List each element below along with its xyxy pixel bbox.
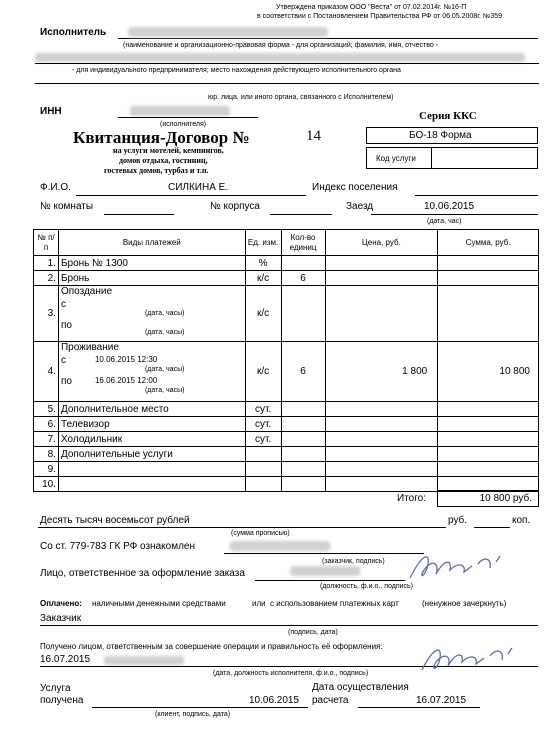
- amount-caption: (сумма прописью): [231, 530, 290, 537]
- row-number: 10.: [34, 477, 59, 492]
- row-sum: [438, 256, 539, 271]
- row-sum: [438, 402, 539, 417]
- service-date: 10.06.2015: [249, 695, 300, 706]
- executor-caption-address: - для индивидуального предпринимателя; место нахождения действующего исполнительного органа: [72, 67, 401, 74]
- datetime-caption: (дата, часы): [144, 329, 185, 336]
- row-qty: [281, 402, 325, 417]
- table-row: [34, 402, 539, 417]
- acknowledge-text: Со ст. 779-783 ГК РФ ознакомлен: [40, 541, 195, 552]
- receipt-subtitle-1: на услуги мотелей, кемпингов,: [113, 146, 224, 155]
- row-unit: к/с: [245, 271, 281, 286]
- form-box: [366, 127, 538, 144]
- responsible-caption: (должность, ф.и.о., подпись): [320, 583, 414, 590]
- row-name: Холодильник: [58, 432, 245, 447]
- acknowledge-caption: (заказчик, подпись): [322, 558, 385, 565]
- checkin-caption: (дата, час): [427, 218, 462, 225]
- header-unit: Ед. изм.: [245, 230, 281, 256]
- row-name: [58, 477, 245, 492]
- table-row: [34, 271, 539, 286]
- to-label: по: [60, 376, 72, 387]
- redacted-inn: [130, 106, 230, 116]
- receipt-subtitle-3: гостевых домов, турбаз и т.п.: [104, 166, 209, 175]
- row-name: Дополнительные услуги: [58, 447, 245, 462]
- row-name: Бронь: [58, 271, 245, 286]
- responsible-line: [255, 580, 405, 581]
- row-sum: 10 800: [438, 342, 539, 402]
- service-label-1: Услуга: [40, 683, 71, 694]
- signature-2: [410, 640, 530, 676]
- row-number: 4.: [34, 342, 59, 402]
- row-name: Дополнительное место: [58, 402, 245, 417]
- row-sum: [438, 417, 539, 432]
- checkin-line: [371, 214, 538, 215]
- service-caption: (клиент, подпись, дата): [155, 711, 231, 718]
- approval-line-1: Утверждена приказом ООО "Веста" от 07.02.2014г. №16-П: [276, 4, 467, 11]
- row-qty: [281, 417, 325, 432]
- row-number: 8.: [34, 447, 59, 462]
- row-price: [325, 256, 438, 271]
- row-name: Проживание: [60, 342, 119, 353]
- executor-label: Исполнитель: [40, 27, 107, 38]
- row-qty: 6: [281, 271, 325, 286]
- row-unit: к/с: [245, 342, 281, 402]
- service-code-divider: [431, 148, 432, 168]
- fio-line: [76, 195, 306, 196]
- row-qty: [281, 462, 325, 477]
- row-price: [325, 447, 438, 462]
- row-name-cell: [58, 342, 245, 402]
- row-unit: [245, 477, 281, 492]
- amount-rub: руб.: [448, 515, 468, 526]
- stay-from: 10.06.2015 12:30: [94, 355, 158, 364]
- executor-line: [118, 38, 538, 39]
- series-label: Серия ККС: [419, 110, 477, 122]
- executor-caption-legal: юр. лица, или иного органа, связанного с Исполнителем): [208, 94, 394, 101]
- service-code-box: [366, 147, 538, 169]
- paid-cash: наличными денежными средствами: [92, 599, 226, 608]
- row-number: 9.: [34, 462, 59, 477]
- row-unit: сут.: [245, 402, 281, 417]
- checkin-value: 10.06.2015: [424, 201, 475, 212]
- from-label: с: [60, 355, 66, 366]
- acknowledge-line: [224, 553, 424, 554]
- row-name: Опоздание: [60, 286, 113, 297]
- receipt-subtitle-2: домов отдыха, гостиниц,: [119, 156, 208, 165]
- exec-date: 16.07.2015: [416, 695, 467, 706]
- redacted-executor-address: [35, 53, 525, 62]
- row-sum: [438, 271, 539, 286]
- header-qty: Кол-во единиц: [281, 230, 325, 256]
- row-unit: сут.: [245, 432, 281, 447]
- row-name: Телевизор: [58, 417, 245, 432]
- inn-caption: (исполнителя): [160, 121, 207, 128]
- amount-words: Десять тысяч восемьсот рублей: [40, 515, 190, 526]
- executor-caption-name: (наименование и организационно-правовая форма - для организаций; фамилия, имя, отчество -: [123, 42, 439, 49]
- signature-1: [400, 546, 520, 586]
- header-price: Цена, руб.: [325, 230, 438, 256]
- redacted-acknowledge-name: [230, 541, 330, 551]
- table-row: [34, 432, 539, 447]
- row-sum: [438, 462, 539, 477]
- table-row: [34, 462, 539, 477]
- amount-words-line: [38, 527, 446, 528]
- row-number: 7.: [34, 432, 59, 447]
- exec-line: [358, 707, 480, 708]
- to-label: по: [60, 320, 72, 331]
- received-date: 16.07.2015: [40, 654, 91, 665]
- customer-caption: (подпись, дата): [288, 629, 338, 636]
- service-line: [92, 707, 308, 708]
- row-price: [325, 432, 438, 447]
- row-price: [325, 462, 438, 477]
- row-name: Бронь № 1300: [58, 256, 245, 271]
- row-price: [325, 402, 438, 417]
- table-row: [34, 342, 539, 402]
- row-unit: %: [245, 256, 281, 271]
- inn-label: ИНН: [40, 106, 62, 117]
- row-sum: [438, 286, 539, 342]
- header-num: № п/п: [34, 230, 59, 256]
- row-sum: [438, 432, 539, 447]
- room-label: № комнаты: [40, 201, 94, 212]
- row-qty: [281, 256, 325, 271]
- total-value: 10 800 руб.: [479, 493, 532, 504]
- checkin-label: Заезд: [346, 201, 374, 212]
- total-label: Итого:: [397, 493, 426, 504]
- paid-card: с использованием платежных карт: [270, 599, 399, 608]
- row-number: 3.: [34, 286, 59, 342]
- amount-kop: коп.: [512, 515, 531, 526]
- row-name-cell: [58, 286, 245, 342]
- row-qty: [281, 432, 325, 447]
- received-caption: (дата, должность исполнителя, ф.и.о., подпись): [213, 670, 369, 677]
- building-line: [270, 214, 332, 215]
- row-name: [58, 462, 245, 477]
- row-unit: сут.: [245, 417, 281, 432]
- exec-label-2: расчета: [312, 695, 349, 706]
- responsible-text: Лицо, ответственное за оформление заказа: [40, 568, 245, 579]
- redacted-responsible-name: [290, 566, 360, 576]
- room-line: [104, 214, 174, 215]
- fio-value: СИЛКИНА Е.: [168, 182, 229, 193]
- paid-or: или: [252, 599, 266, 608]
- service-label-2: получена: [40, 695, 84, 706]
- table-row: [34, 256, 539, 271]
- approval-line-2: в соответствии с Постановлением Правительства РФ от 06.05.2008г. №359: [257, 13, 503, 20]
- row-qty: [281, 286, 325, 342]
- redacted-received-name: [104, 656, 184, 665]
- receipt-title: Квитанция-Договор №: [73, 128, 250, 147]
- exec-label-1: Дата осуществления: [312, 682, 409, 693]
- row-number: 6.: [34, 417, 59, 432]
- executor-address-line: [35, 63, 539, 64]
- from-label: с: [60, 299, 66, 310]
- datetime-caption: (дата, часы): [144, 366, 185, 373]
- table-header-row: [34, 230, 539, 256]
- row-unit: [245, 462, 281, 477]
- executor-legal-line: [35, 83, 539, 84]
- row-price: [325, 477, 438, 492]
- table-row: [34, 286, 539, 342]
- datetime-caption: (дата, часы): [144, 310, 185, 317]
- customer-line: [40, 625, 538, 626]
- row-price: [325, 286, 438, 342]
- stay-to: 16.06.2015 12:00: [94, 376, 158, 385]
- building-label: № корпуса: [210, 201, 260, 212]
- row-price: 1 800: [325, 342, 438, 402]
- header-sum: Сумма, руб.: [438, 230, 539, 256]
- datetime-caption: (дата, часы): [144, 387, 185, 394]
- row-number: 2.: [34, 271, 59, 286]
- table-row: [34, 417, 539, 432]
- row-qty: 6: [281, 342, 325, 402]
- row-qty: [281, 447, 325, 462]
- header-type: Виды платежей: [58, 230, 245, 256]
- row-sum: [438, 447, 539, 462]
- row-number: 1.: [34, 256, 59, 271]
- receipt-number: 14: [306, 128, 321, 144]
- total-box: [437, 490, 539, 507]
- row-number: 5.: [34, 402, 59, 417]
- amount-kop-line: [474, 527, 510, 528]
- redacted-executor-name: [128, 27, 328, 37]
- index-line: [415, 195, 538, 196]
- received-text: Получено лицом, ответственным за совершение операции и правильность её оформления:: [40, 642, 383, 651]
- fio-label: Ф.И.О.: [40, 182, 71, 193]
- row-unit: к/с: [245, 286, 281, 342]
- paid-strike-note: (ненужное зачеркнуть): [422, 599, 507, 608]
- index-label: Индекс поселения: [312, 182, 398, 193]
- payments-table: [33, 229, 539, 492]
- inn-line: [118, 117, 258, 118]
- row-price: [325, 271, 438, 286]
- row-unit: [245, 447, 281, 462]
- form-code: БО-18 Форма: [409, 130, 472, 141]
- paid-label: Оплачено:: [40, 599, 82, 608]
- table-row: [34, 447, 539, 462]
- service-code-label: Код услуги: [376, 154, 416, 163]
- row-price: [325, 417, 438, 432]
- row-qty: [281, 477, 325, 492]
- customer-label: Заказчик: [40, 613, 82, 624]
